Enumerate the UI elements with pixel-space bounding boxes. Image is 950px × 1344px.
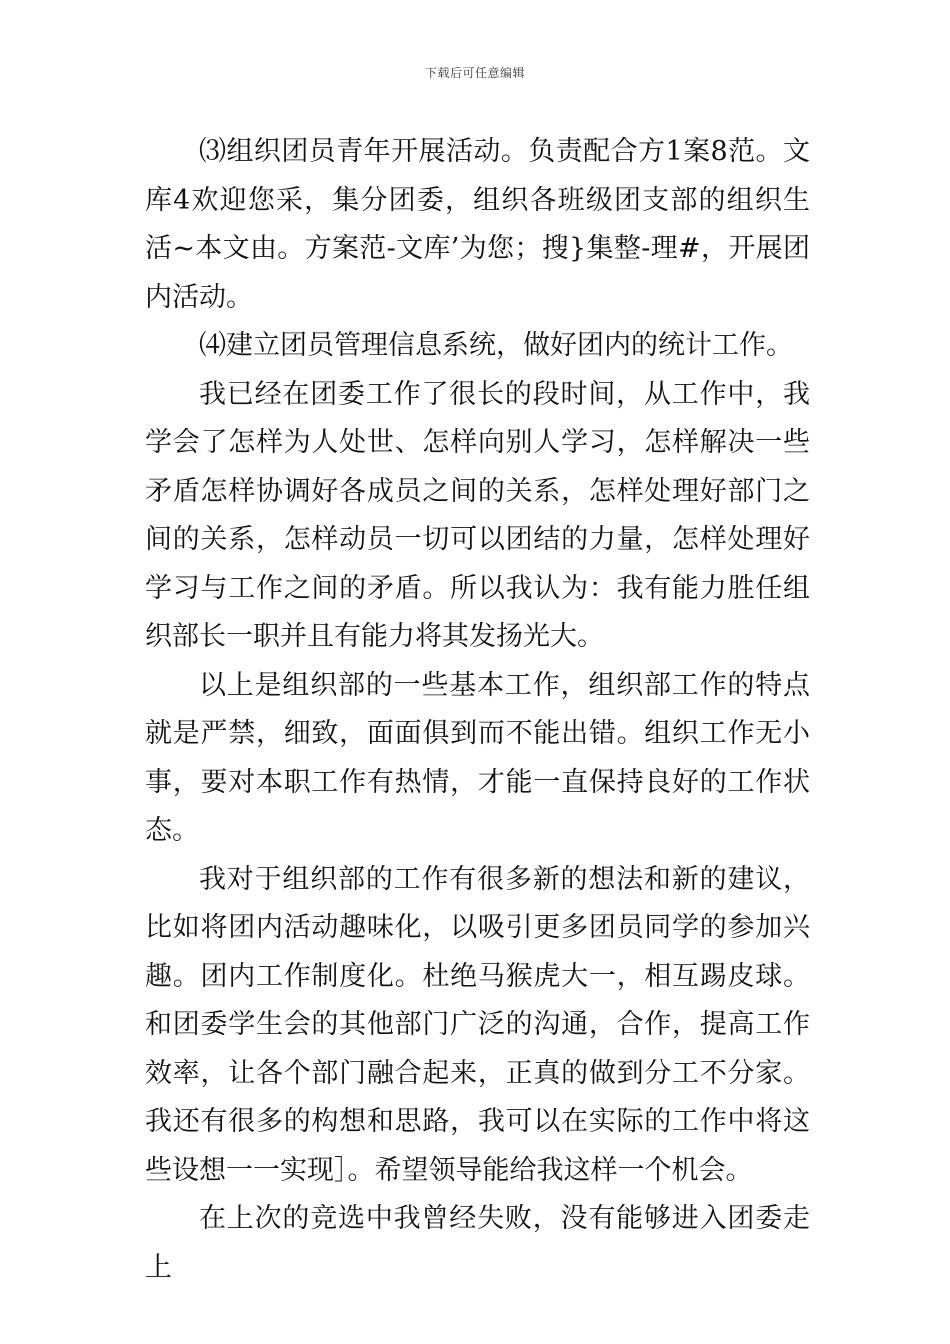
paragraph-5: 我对于组织部的工作有很多新的想法和新的建议，比如将团内活动趣味化，以吸引更多团员同学的参加兴趣。团内工作制度化。杜绝马猴虎大一，相互踢皮球。和团委学生会的其他部门广泛的沟通，合作，提高工作效率，让各个部门融合起来，正真的做到分工不分家。我还有很多的构想和思路，我可以在实际的工作中将这些设想一一实现］。希望领导能给我这样一个机会。 [145, 863, 810, 1186]
paragraph-1: ⑶组织团员青年开展活动。负责配合方1案8范。文库4欢迎您采，集分团委，组织各班级团支部的组织生活~本文由。方案范-文库’为您；搜}集整-理#，开展团内活动。 [145, 136, 810, 313]
page-header: 下载后可任意编辑 [424, 66, 525, 80]
paragraph-6: 在上次的竞选中我曾经失败，没有能够进入团委走上 [145, 1203, 810, 1283]
paragraph-2: ⑷建立团员管理信息系统，做好团内的统计工作。 [199, 330, 793, 361]
document-body [145, 128, 810, 1292]
paragraph-4: 以上是组织部的一些基本工作，组织部工作的特点就是严禁，细致，面面俱到而不能出错。组织工作无小事，要对本职工作有热情，才能一直保持良好的工作状态。 [145, 669, 810, 846]
paragraph-3: 我已经在团委工作了很长的段时间，从工作中，我学会了怎样为人处世、怎样向别人学习，怎样解决一些矛盾怎样协调好各成员之间的关系，怎样处理好部门之间的关系，怎样动员一切可以团结的力量，怎样处理好学习与工作之间的矛盾。所以我认为：我有能力胜任组织部长一职并且有能力将其发扬光大。 [145, 378, 810, 652]
